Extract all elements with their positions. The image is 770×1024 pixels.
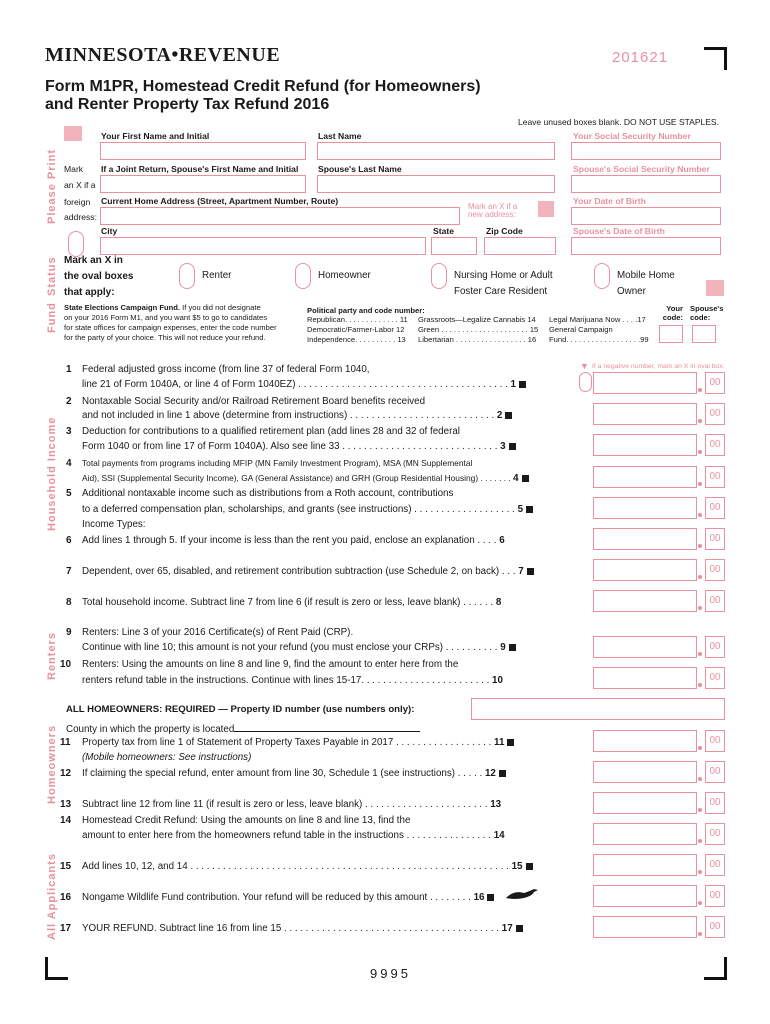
spouse-code-field[interactable] — [692, 325, 716, 343]
line-6-text-content: Add lines 1 through 5. If your income is less than the rent you paid, enclose an explanation . . . . — [82, 535, 497, 546]
your-code-field[interactable] — [659, 325, 683, 343]
line-number: 8 — [66, 597, 72, 608]
line-8-text: Total household income. Subtract line 7 from line 6 (if result is zero or less, leave blank) . . . . . . 8 — [82, 597, 502, 608]
line-3-amount[interactable] — [593, 434, 697, 456]
foreign-mark-text-1: Mark — [64, 164, 84, 174]
line-14-amount[interactable] — [593, 823, 697, 845]
state-field[interactable] — [431, 237, 477, 255]
party-item: Grassroots—Legalize Cannabis 14 — [418, 315, 536, 324]
marker-square-icon — [516, 925, 523, 932]
line-3-text-b-content: Form 1040 or from line 17 of Form 1040A). Also see line 33 . . . . . . . . . . . . . . . . . . . . . . . . . . . . . — [82, 441, 498, 452]
side-label-homeowners: Homeowners — [46, 724, 58, 804]
decimal-dot — [698, 839, 702, 843]
spouse-ssn-label: Spouse's Social Security Number — [573, 164, 710, 174]
line-14-text-a: Homestead Credit Refund: Using the amounts on line 8 and line 13, find the — [82, 815, 411, 826]
city-label: City — [101, 226, 118, 236]
zip-field[interactable] — [484, 237, 556, 255]
line-4-text-b: Aid), SSI (Supplemental Security Income), GA (General Assistance) and GRH (Group Residential Housing) . . . . . . . 4 — [82, 473, 529, 484]
line-9-amount[interactable] — [593, 636, 697, 658]
line-number: 4 — [66, 458, 72, 469]
line-17-amount[interactable] — [593, 916, 697, 938]
line-2-cents: 00 — [705, 403, 725, 425]
line-number: 1 — [66, 364, 72, 375]
spouse-code-label-1: Spouse's — [690, 304, 724, 313]
line-8-amount[interactable] — [593, 590, 697, 612]
homeowners-required: ALL HOMEOWNERS: REQUIRED — Property ID number (use numbers only): — [66, 704, 415, 715]
line-14-text-b: amount to enter here from the homeowners refund table in the instructions . . . . . . . . . . . . . . . . 14 — [82, 830, 505, 841]
status-instruction-2: the oval boxes — [64, 271, 134, 282]
line-number: 9 — [66, 627, 72, 638]
fund-text-4: for the party of your choice. This will not reduce your refund. — [64, 333, 266, 342]
line-13-cents: 00 — [705, 792, 725, 814]
homeowner-oval[interactable] — [295, 263, 311, 289]
side-label-fund: Fund — [46, 302, 58, 333]
line-5-text-c: Income Types: — [82, 519, 146, 530]
line-13-text-content: Subtract line 12 from line 11 (if result is zero or less, leave blank) . . . . . . . . . . . . . . . . . . . . . . . — [82, 799, 488, 810]
line-16-amount[interactable] — [593, 885, 697, 907]
spouse-ssn-field[interactable] — [571, 175, 721, 193]
county-label — [66, 722, 420, 735]
marker-square-icon — [526, 863, 533, 870]
line-2-text-b-content: and not included in line 1 above (determine from instructions) . . . . . . . . . . . . . . . . . . . . . . . . . . . — [82, 410, 495, 421]
line-2-text-b: and not included in line 1 above (determine from instructions) . . . . . . . . . . . . . . . . . . . . . . . . . . . 2 — [82, 410, 512, 421]
party-item: General Campaign — [549, 325, 613, 334]
line-number: 15 — [60, 861, 72, 872]
decimal-dot — [698, 652, 702, 656]
spouse-code-label — [690, 304, 723, 322]
line-number: 10 — [60, 659, 72, 670]
line-10-cents: 00 — [705, 667, 725, 689]
decimal-dot — [698, 746, 702, 750]
marker-square-icon — [507, 739, 514, 746]
renter-oval[interactable] — [179, 263, 195, 289]
line-14-text-b-content: amount to enter here from the homeowners refund table in the instructions . . . . . . . . . . . . . . . . — [82, 830, 491, 841]
line-number: 12 — [60, 768, 72, 779]
line-9-text-b: Continue with line 10; this amount is not your refund (you must enclose your CRPs) . . . . . . . . . . 9 — [82, 642, 516, 653]
line-3-cents: 00 — [705, 434, 725, 456]
address-label: Current Home Address (Street, Apartment Number, Route) — [101, 196, 339, 206]
party-col-1 — [307, 315, 408, 345]
line-12-amount[interactable] — [593, 761, 697, 783]
marker-square-icon — [519, 381, 526, 388]
line-5-text-b-content: to a deferred compensation plan, scholarships, and grants (see instructions) . . . . . . . . . . . . . . . . . . . — [82, 504, 515, 515]
corner-mark-bottom-left — [45, 957, 68, 980]
dob-field[interactable] — [571, 207, 721, 225]
ssn-label: Your Social Security Number — [573, 131, 691, 141]
line-10-text-b-content: renters refund table in the instructions. Continue with lines 15-17. . . . . . . . . . . . . . . . . . . . . . . . — [82, 675, 490, 686]
foreign-mark-text-4: address: — [64, 212, 97, 222]
decimal-dot — [698, 544, 702, 548]
footer-code: 9995 — [370, 966, 411, 981]
line-11-cents: 00 — [705, 730, 725, 752]
line-12-text: If claiming the special refund, enter amount from line 30, Schedule 1 (see instructions) . . . . . 12 — [82, 768, 506, 779]
decimal-dot — [698, 388, 702, 392]
line-11-text-a-content: Property tax from line 1 of Statement of Property Taxes Payable in 2017 . . . . . . . . . . . . . . . . . . — [82, 737, 492, 748]
line-5-text-b: to a deferred compensation plan, scholarships, and grants (see instructions) . . . . . . . . . . . . . . . . . . . 5 — [82, 504, 533, 515]
line-6-text: Add lines 1 through 5. If your income is less than the rent you paid, enclose an explanation . . . . 6 — [82, 535, 505, 546]
marker-square-icon — [526, 506, 533, 513]
line-15-amount[interactable] — [593, 854, 697, 876]
line-6-amount[interactable] — [593, 528, 697, 550]
new-address-box[interactable] — [538, 201, 554, 217]
foreign-mark-text-3: foreign — [64, 197, 91, 207]
leave-blank-note: Leave unused boxes blank. DO NOT USE STAPLES. — [518, 117, 719, 127]
line-number: 5 — [66, 488, 72, 499]
foreign-mark-text-2: an X if a — [64, 180, 96, 190]
state-label: State — [433, 226, 455, 236]
spouse-first-name-label: If a Joint Return, Spouse's First Name and Initial — [101, 164, 299, 174]
first-name-field[interactable] — [100, 142, 306, 160]
dob-label: Your Date of Birth — [573, 196, 646, 206]
line-number: 14 — [60, 815, 72, 826]
line-13-text: Subtract line 12 from line 11 (if result is zero or less, leave blank) . . . . . . . . . . . . . . . . . . . . . . . 13 — [82, 799, 502, 810]
line-number: 6 — [66, 535, 72, 546]
marker-square-icon — [505, 412, 512, 419]
print-marker — [64, 126, 82, 141]
party-col-2 — [418, 315, 538, 345]
line-1-text-b-content: line 21 of Form 1040A, or line 4 of Form 1040EZ) . . . . . . . . . . . . . . . . . . . . . . . . . . . . . . . . . . . . . . . — [82, 379, 508, 390]
mobile-home-oval[interactable] — [594, 263, 610, 289]
marker-square-icon — [527, 568, 534, 575]
line-7-text-content: Dependent, over 65, disabled, and retirement contribution subtraction (use Schedule 2, on back) . . . — [82, 566, 516, 577]
status-marker — [706, 280, 724, 296]
mobile-home-label-1: Mobile Home — [617, 270, 675, 281]
city-field[interactable] — [100, 237, 426, 255]
line-number: 11 — [60, 737, 71, 748]
party-title: Political party and code number: — [307, 306, 425, 315]
line-15-text: Add lines 10, 12, and 14 . . . . . . . . . . . . . . . . . . . . . . . . . . . . . . . . . . . . . . . . . . . . . . . . . . . . . . . . . . . 15 — [82, 861, 533, 872]
form-title — [45, 78, 481, 114]
status-instruction-1: Mark an X in — [64, 255, 123, 266]
county-label-text: County in which the property is located — [66, 724, 235, 735]
line-16-cents: 00 — [705, 885, 725, 907]
party-item: Green . . . . . . . . . . . . . . . . . . . . . 15 — [418, 325, 539, 334]
decimal-dot — [698, 513, 702, 517]
line-5-cents: 00 — [705, 497, 725, 519]
line-2-amount[interactable] — [593, 403, 697, 425]
side-label-renters: Renters — [46, 632, 58, 680]
spouse-last-name-field[interactable] — [317, 175, 555, 193]
line-15-cents: 00 — [705, 854, 725, 876]
renter-label: Renter — [202, 270, 232, 281]
side-label-please-print: Please Print — [46, 149, 58, 224]
party-item: Legal Marijuana Now . . . .17 — [549, 315, 646, 324]
line-8-text-content: Total household income. Subtract line 7 from line 6 (if result is zero or less, leave blank) . . . . . . — [82, 597, 494, 608]
line-10-text-b: renters refund table in the instructions. Continue with lines 15-17. . . . . . . . . . . . . . . . . . . . . . . . 10 — [82, 675, 503, 686]
last-name-field[interactable] — [317, 142, 555, 160]
decimal-dot — [698, 482, 702, 486]
side-label-all-applicants: All Applicants — [46, 853, 58, 940]
party-item: Libertarian . . . . . . . . . . . . . . . . . 16 — [418, 335, 537, 344]
new-address-label-2: new address: — [468, 210, 516, 219]
brand-logo: MINNESOTA•REVENUE — [45, 44, 281, 66]
spouse-code-label-2: code: — [690, 313, 711, 322]
line-number: 2 — [66, 396, 72, 407]
line-10-text-a: Renters: Using the amounts on line 8 and line 9, find the amount to enter here from the — [82, 659, 459, 670]
decimal-dot — [698, 932, 702, 936]
line-number: 17 — [60, 923, 72, 934]
party-item: Independence. . . . . . . . . . 13 — [307, 335, 406, 344]
line-9-text-b-content: Continue with line 10; this amount is not your refund (you must enclose your CRPs) . . . . . . . . . . — [82, 642, 498, 653]
line-4-amount[interactable] — [593, 466, 697, 488]
side-label-household-income: Household Income — [46, 416, 58, 531]
nursing-home-label-2: Foster Care Resident — [454, 286, 548, 297]
zip-label: Zip Code — [486, 226, 523, 236]
party-item: Republican. . . . . . . . . . . . . 11 — [307, 315, 408, 324]
foreign-address-oval[interactable] — [68, 231, 84, 257]
line-16-text: Nongame Wildlife Fund contribution. Your refund will be reduced by this amount . . . . . . . . 16 — [82, 892, 494, 903]
line-2-text-a: Nontaxable Social Security and/or Railroad Retirement Board benefits received — [82, 396, 426, 407]
decimal-dot — [698, 808, 702, 812]
line-number: 7 — [66, 566, 72, 577]
line-11-amount[interactable] — [593, 730, 697, 752]
line-number: 13 — [60, 799, 72, 810]
address-field[interactable] — [100, 207, 460, 225]
arrow-down-icon: ▼ — [580, 361, 589, 371]
line-8-cents: 00 — [705, 590, 725, 612]
party-item: Fund. . . . . . . . . . . . . . . . . .99 — [549, 335, 649, 344]
line-1-text-b: line 21 of Form 1040A, or line 4 of Form 1040EZ) . . . . . . . . . . . . . . . . . . . . . . . . . . . . . . . . . . . . . . . 1 — [82, 379, 526, 390]
line-10-amount[interactable] — [593, 667, 697, 689]
marker-square-icon — [522, 475, 529, 482]
spouse-first-name-field[interactable] — [100, 175, 306, 193]
line-6-cents: 00 — [705, 528, 725, 550]
property-id-field[interactable] — [471, 698, 725, 720]
line-17-text-content: YOUR REFUND. Subtract line 16 from line 15 . . . . . . . . . . . . . . . . . . . . . . . . . . . . . . . . . . . . . . . . — [82, 923, 500, 934]
decimal-dot — [698, 606, 702, 610]
form-code: 201621 — [612, 49, 669, 66]
line-12-cents: 00 — [705, 761, 725, 783]
line-4-text-b-content: Aid), SSI (Supplemental Security Income), GA (General Assistance) and GRH (Group Residential Housing) . . . . . . . — [82, 473, 511, 483]
negative-note: If a negative number, mark an X in oval box. — [592, 363, 725, 370]
nursing-home-oval[interactable] — [431, 263, 447, 289]
line-1-amount[interactable] — [593, 372, 697, 394]
homeowner-label: Homeowner — [318, 270, 371, 281]
line-1-cents: 00 — [705, 372, 725, 394]
line-1-text-a: Federal adjusted gross income (from line 37 of federal Form 1040, — [82, 364, 370, 375]
line-12-text-content: If claiming the special refund, enter amount from line 30, Schedule 1 (see instructions) . . . . . — [82, 768, 483, 779]
line-17-text: YOUR REFUND. Subtract line 16 from line 15 . . . . . . . . . . . . . . . . . . . . . . . . . . . . . . . . . . . . . . . . 17 — [82, 923, 523, 934]
line-5-text-a: Additional nontaxable income such as distributions from a Roth account, contributions — [82, 488, 454, 499]
county-field[interactable] — [234, 722, 420, 732]
line-7-cents: 00 — [705, 559, 725, 581]
your-code-label-2: code: — [662, 313, 683, 322]
first-name-label: Your First Name and Initial — [101, 131, 210, 141]
decimal-dot — [698, 450, 702, 454]
line-number: 16 — [60, 892, 72, 903]
line-14-cents: 00 — [705, 823, 725, 845]
marker-square-icon — [487, 894, 494, 901]
fund-text — [64, 303, 277, 343]
corner-mark-bottom-right — [704, 957, 727, 980]
corner-mark-top-right — [704, 47, 727, 70]
fund-text-1: If you did not designate — [182, 303, 261, 312]
line-11-text-a: Property tax from line 1 of Statement of Property Taxes Payable in 2017 . . . . . . . . . . . . . . . . . . 11 — [82, 737, 514, 748]
line-9-cents: 00 — [705, 636, 725, 658]
form-title-line2: and Renter Property Tax Refund 2016 — [45, 96, 330, 113]
spouse-dob-field[interactable] — [571, 237, 721, 255]
fund-text-2: on your 2016 Form M1, and you want $5 to go to candidates — [64, 313, 268, 322]
new-address-label-1: Mark an X if a — [468, 202, 518, 211]
line-3-text-a: Deduction for contributions to a qualified retirement plan (add lines 28 and 32 of federal — [82, 426, 460, 437]
line-13-amount[interactable] — [593, 792, 697, 814]
marker-square-icon — [499, 770, 506, 777]
decimal-dot — [698, 870, 702, 874]
marker-square-icon — [509, 443, 516, 450]
party-item: Democratic/Farmer-Labor 12 — [307, 325, 405, 334]
decimal-dot — [698, 683, 702, 687]
party-col-3 — [549, 315, 649, 345]
your-code-label-1: Your — [666, 304, 683, 313]
decimal-dot — [698, 419, 702, 423]
fund-title: State Elections Campaign Fund. — [64, 303, 181, 312]
nursing-home-label-1: Nursing Home or Adult — [454, 270, 553, 281]
fund-text-3: for state offices for campaign expenses, enter the code number — [64, 323, 277, 332]
line-16-text-content: Nongame Wildlife Fund contribution. Your refund will be reduced by this amount . . . . . . . . — [82, 892, 471, 903]
line-4-cents: 00 — [705, 466, 725, 488]
line-number: 3 — [66, 426, 72, 437]
mobile-home-label-2: Owner — [617, 286, 646, 297]
ssn-field[interactable] — [571, 142, 721, 160]
decimal-dot — [698, 575, 702, 579]
spouse-last-name-label: Spouse's Last Name — [318, 164, 402, 174]
line-5-amount[interactable] — [593, 497, 697, 519]
loon-icon — [504, 886, 540, 907]
line-7-text: Dependent, over 65, disabled, and retirement contribution subtraction (use Schedule 2, on back) . . . 7 — [82, 566, 534, 577]
your-code-label — [660, 304, 683, 322]
decimal-dot — [698, 777, 702, 781]
status-instruction-3: that apply: — [64, 287, 115, 298]
negative-oval[interactable] — [579, 372, 592, 392]
line-15-text-content: Add lines 10, 12, and 14 . . . . . . . . . . . . . . . . . . . . . . . . . . . . . . . . . . . . . . . . . . . . . . . . . . . . . . . . . . . — [82, 861, 509, 872]
line-7-amount[interactable] — [593, 559, 697, 581]
decimal-dot — [698, 901, 702, 905]
line-9-text-a: Renters: Line 3 of your 2016 Certificate(s) of Rent Paid (CRP). — [82, 627, 354, 638]
line-11-text-b: (Mobile homeowners: See instructions) — [82, 752, 252, 763]
marker-square-icon — [509, 644, 516, 651]
line-17-cents: 00 — [705, 916, 725, 938]
last-name-label: Last Name — [318, 131, 362, 141]
side-label-status: Status — [46, 256, 58, 296]
line-3-text-b: Form 1040 or from line 17 of Form 1040A). Also see line 33 . . . . . . . . . . . . . . . . . . . . . . . . . . . . . 3 — [82, 441, 516, 452]
line-4-text-a: Total payments from programs including MFIP (MN Family Investment Program), MSA (MN Supplemental — [82, 458, 473, 468]
spouse-dob-label: Spouse's Date of Birth — [573, 226, 665, 236]
form-title-line1: Form M1PR, Homestead Credit Refund (for Homeowners) — [45, 78, 481, 95]
